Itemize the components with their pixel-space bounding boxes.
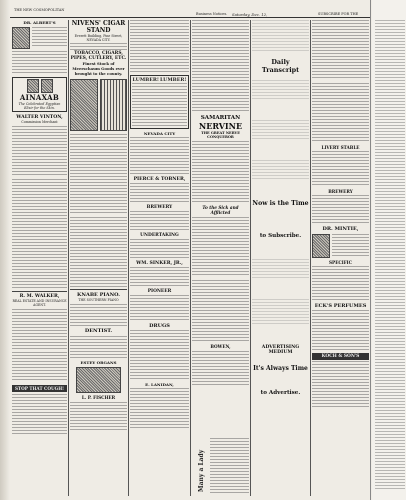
drugs-title: DRUGS: [149, 323, 170, 329]
page-edge: [370, 0, 371, 500]
lumber-1: LUMBER!: [132, 77, 159, 83]
column-rule: [310, 20, 311, 496]
pioneer-title: PIONEER: [147, 289, 172, 294]
column-rule: [68, 20, 69, 496]
column-5: [252, 20, 309, 496]
meerschaum-line: Finest Stock of Meerschaum Goods ever brought to the county.: [72, 61, 125, 76]
samaritan-title: SAMARITAN: [200, 115, 241, 121]
advertisement-panel: [100, 79, 127, 131]
organs-title: ESTEY ORGANS: [80, 360, 117, 365]
dr-albert-title: DR. ALBERT'S: [23, 20, 56, 25]
perfumes-title: ECK'S PERFUMES: [314, 303, 367, 309]
ainaxab-subtitle: The Celebrated Egyptian Elixir for the Skin.: [18, 102, 61, 110]
pipes-line: PIPES, CUTLERY, ETC.: [70, 56, 127, 61]
undertaking-title: UNDERTAKING: [140, 233, 179, 238]
column-3: [130, 20, 189, 496]
column-rule: [128, 20, 129, 496]
bottle-illustration: [27, 79, 39, 93]
nivens-location: Everett Building, Pine Street, NEVADA CITY.: [74, 34, 123, 42]
advertisement-engraving: [70, 79, 98, 131]
header-rule: [10, 17, 370, 18]
walter-vinton: WALTER VINTON,: [16, 115, 63, 120]
page-shadow: [0, 0, 10, 500]
fischer-title: L. P. FISCHER: [81, 395, 116, 400]
stop-cough-banner: STOP THAT COUGH!: [12, 385, 67, 392]
bowen-title: BOWEN,: [210, 344, 231, 349]
mintie-title: DR. MINTIE,: [322, 226, 359, 232]
masthead-right: SUBSCRIBE FOR THE: [318, 12, 359, 16]
organ-illustration: [76, 367, 121, 393]
nervine-subtitle: THE GREAT NERVE CONQUEROR: [201, 131, 240, 139]
many-lady-vertical: Many a Lady: [198, 449, 205, 492]
advertising-medium: ADVERTISING MEDIUM: [261, 345, 300, 355]
knabe-title: KNABE PIANO.: [77, 292, 120, 298]
specific-title: SPECIFIC: [329, 260, 352, 265]
walker-title: R. M. WALKER,: [19, 294, 60, 299]
livery-title: LIVERY STABLE: [321, 145, 360, 150]
adjacent-page-strip: [372, 0, 406, 500]
column-6: [312, 20, 369, 496]
column-rule: [250, 20, 251, 496]
lanidan-title: E. LANIDAN,: [145, 382, 174, 387]
col6-brewery-title: BREWERY: [328, 189, 353, 194]
mintie-portrait: [312, 234, 330, 258]
nervine-title: NERVINE: [198, 121, 243, 131]
bottle-illustration: [41, 79, 53, 93]
pierce-title: PIERCE & TOBNER,: [133, 177, 186, 182]
portrait-engraving: [12, 27, 30, 49]
nivens-title: NIVENS' CIGAR STAND: [71, 20, 126, 34]
column-1: [12, 20, 67, 496]
knabe-subtitle: THE SOUTHERN PIANO: [78, 298, 119, 302]
walker-subtitle: REAL ESTATE AND INSURANCE AGENT.: [12, 299, 67, 307]
daily-transcript-title: Daily Transcript: [261, 58, 300, 74]
tobacco-line: TOBACCO, CIGARS,: [74, 51, 123, 56]
column-4: [192, 20, 249, 496]
now-is-the-time: Now is the Time: [252, 200, 309, 207]
dentist-title: DENTIST.: [84, 328, 113, 334]
afflicted-title: To the Sick and Afflicted: [202, 205, 239, 215]
koch-title: KOCH & SON'S: [312, 353, 369, 360]
sinker-title: WM. SINKER, JR.,: [136, 261, 183, 266]
masthead-date: Saturday, Dec. 12,: [232, 12, 268, 17]
column-rule: [190, 20, 191, 496]
always-time: It's Always Time: [253, 365, 308, 372]
nevada-city-head: NEVADA CITY: [143, 131, 176, 136]
to-advertise: to Advertise.: [260, 390, 301, 396]
ainaxab-title: AINAXAB: [19, 93, 60, 102]
to-subscribe: to Subscribe.: [259, 233, 302, 239]
masthead-left: THE NEW COSMOPOLITAN: [14, 8, 65, 12]
walter-vinton-sub: Commission Merchant: [21, 120, 58, 124]
business-notices-head: Business Notices.: [196, 12, 228, 16]
column-2: [70, 20, 127, 496]
lumber-2: LUMBER!: [160, 77, 187, 83]
brewery-title: BREWERY: [146, 205, 173, 210]
